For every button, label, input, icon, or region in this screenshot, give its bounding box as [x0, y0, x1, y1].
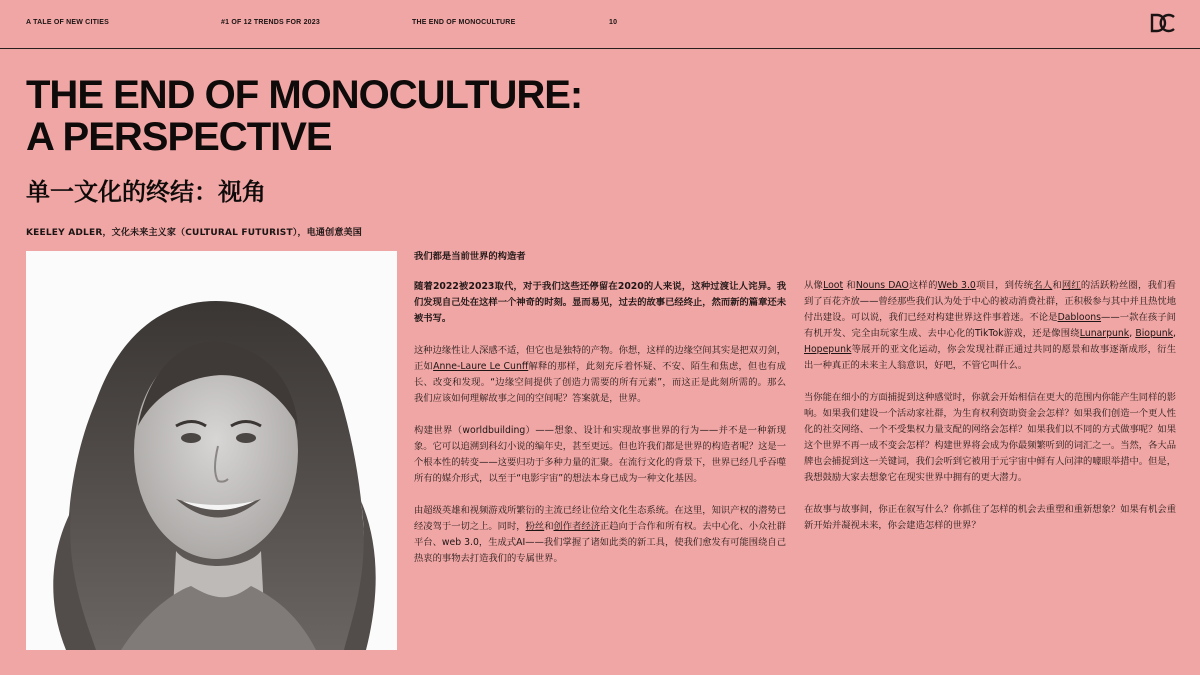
paragraph: 从像Loot 和Nouns DAO这样的Web 3.0项目，到传统名人和网红的活跃粉丝圈，我们看到了百花齐放——曾经那些我们认为处于中心的被动消费社群，正积极参与其中并且热忱地付出建设。可以说，我们已经对构建世界这件事着迷。不论是Dabloons——一款在孩子间有机开发、完全由玩家生成、去中心化的TikTok游戏，还是像围绕Lunarpunk, Biopunk, Hopepunk等展开的亚文化运动，你会发现社群正通过共同的愿景和故事逐渐成形，衍生出一种真正的未来主人翁意识，好吧，不管它叫什么。	[804, 280, 1176, 371]
header-section: A TALE OF NEW CITIES	[26, 19, 109, 26]
link-nouns-dao[interactable]: Nouns DAO	[855, 280, 909, 291]
running-header	[26, 19, 1174, 33]
link-influencer[interactable]: 网红	[1061, 280, 1081, 291]
author-byline: KEELEY ADLER，文化未来主义家（CULTURAL FUTURIST），电通创意美国	[26, 228, 362, 238]
article-column-2	[804, 278, 1176, 550]
paragraph: 构建世界（worldbuilding）——想象、设计和实现故事世界的行为——并不是一种新现象。它可以追溯到科幻小说的编年史，甚至更远。但也许我们都是世界的构造者呢？这是一个根本性的转变——这要归功于多种力量的汇聚。在流行文化的背景下，世界已经几乎吞噬所有的媒介形式，以至于“电影宇宙”的想法本身已成为一种文化基因。	[414, 425, 786, 484]
title-line-2: A PERSPECTIVE	[26, 115, 332, 159]
link-creator-economy[interactable]: 创作者经济	[553, 521, 600, 532]
article-title	[26, 74, 746, 158]
link-dabloons[interactable]: Dabloons	[1057, 312, 1102, 323]
link-anne-laure[interactable]: Anne-Laure Le Cunff	[433, 361, 529, 372]
portrait-illustration	[26, 251, 397, 650]
link-celebrity[interactable]: 名人	[1033, 280, 1053, 291]
dc-logo-icon	[1150, 13, 1176, 33]
header-trend: #1 OF 12 TRENDS FOR 2023	[221, 19, 320, 26]
header-topic: THE END OF MONOCULTURE	[412, 19, 516, 26]
chinese-title: 单一文化的终结：视角	[26, 178, 266, 206]
paragraph: 由超级英雄和视频游戏所繁衍的主流已经让位给文化生态系统。在这里，知识产权的潜势已经凌驾于一切之上。同时，粉丝和创作者经济正趋向于合作和所有权。去中心化、小众社群平台、web 3.0，生成式AI——我们掌握了诸如此类的新工具，使我们愈发有可能围绕自己热衷的事物去打造我们的专属世界。	[414, 505, 786, 564]
article-column-1	[414, 249, 786, 583]
link-web3[interactable]: Web 3.0	[937, 280, 976, 291]
paragraph: 在故事与故事间，你正在叙写什么？你抓住了怎样的机会去重塑和重新想象？如果有机会重新开始并凝视未来，你会建造怎样的世界？	[804, 504, 1176, 531]
link-hopepunk[interactable]: Hopepunk	[804, 344, 852, 355]
paragraph: 这种边缘性让人深感不适，但它也是独特的产物。你想，这样的边缘空间其实是把双刃剑，正如Anne-Laure Le Cunff解释的那样，此刻充斥着怀疑、不安、陌生和焦虑，但也有成长、改变和发现。“边缘空间提供了创造力需要的所有元素”，而这正是此刻所需的。那么我们应该如何理解故事之间的空间呢？答案就是，世界。	[414, 345, 786, 404]
link-loot[interactable]: Loot	[823, 280, 844, 291]
title-line-1: THE END OF MONOCULTURE:	[26, 73, 583, 117]
link-biopunk[interactable]: Biopunk	[1135, 328, 1174, 339]
link-lunarpunk[interactable]: Lunarpunk	[1079, 328, 1130, 339]
section-heading: 我们都是当前世界的构造者	[414, 251, 526, 262]
lead-paragraph: 随着2022被2023取代，对于我们这些还停留在2020的人来说，这种过渡让人诧异。我们发现自己处在这样一个神奇的时刻。显而易见，过去的故事已经终止，然而新的篇章还未被书写。	[414, 281, 786, 324]
link-fans[interactable]: 粉丝	[525, 521, 545, 532]
header-divider	[0, 48, 1200, 49]
page-number: 10	[609, 19, 618, 26]
portrait-photo	[26, 251, 397, 650]
paragraph: 当你能在细小的方面捕捉到这种感觉时，你就会开始相信在更大的范围内你能产生同样的影响。如果我们建设一个活动家社群，为生育权利资助资金会怎样？如果我们创造一个更人性化的社交网络、一个不受集权力量支配的网络会怎样？如果我们以不同的方式做事呢？如果这个世界不再一成不变会怎样？构建世界将会成为你最频繁听到的词汇之一。当然，各大品牌也会捕捉到这一关键词，我们会听到它被用于元宇宙中鲜有人问津的噱眼举措中。但是，我想鼓励大家去想象它在现实世界中拥有的更大潜力。	[804, 392, 1176, 483]
